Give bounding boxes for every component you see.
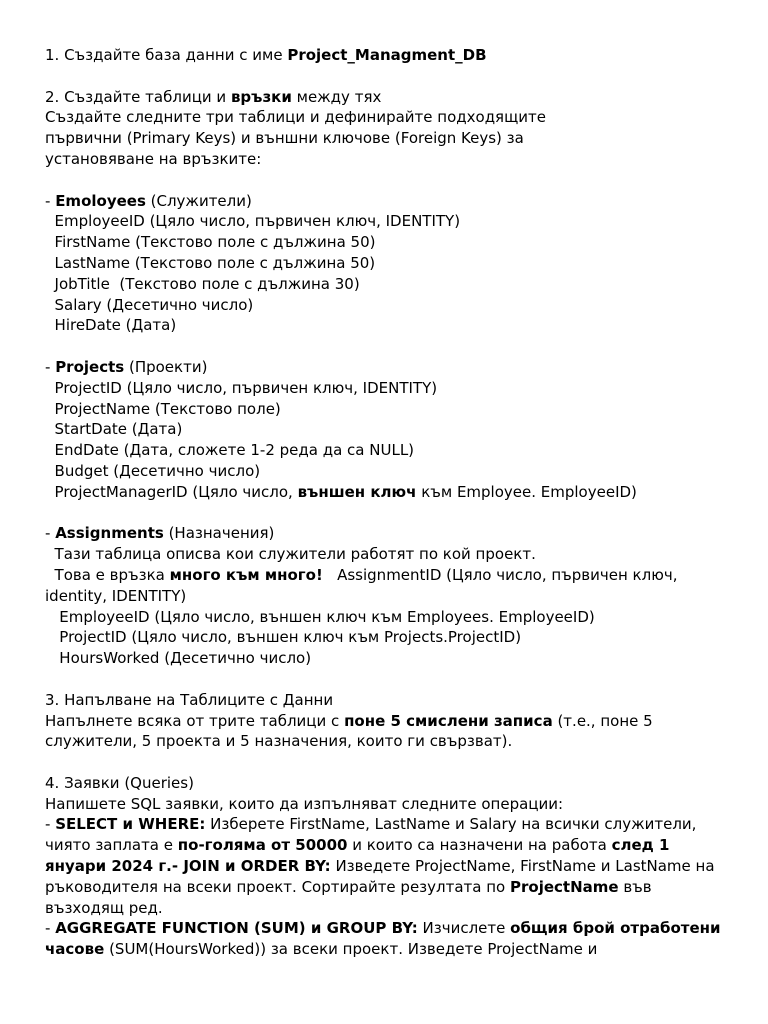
assignments-table-heading [45,523,735,544]
query-1-text: Изведете ProjectName, FirstName и LastName на ръководителя на всеки проект. Сортирайте резултата по [45,857,720,896]
section-1-prefix: 1. Създайте база данни с име [45,46,288,64]
section-4-intro: Напишете SQL заявки, които да изпълняват следните операции: [45,794,564,813]
projects-table-name: Projects [55,357,125,376]
employees-field: HireDate (Дата) [45,316,177,335]
section-2-heading [45,87,735,108]
projects-field: ProjectName (Текстово поле) [45,399,281,418]
section-2-intro-line: Създайте следните три таблици и дефинирайте подходящите [45,108,546,127]
employees-table-heading [45,191,735,212]
list-dash: - [45,524,56,543]
query-1-bold: след 1 януари 2024 г.- JOIN и ORDER BY: [45,836,675,876]
section-2-prefix: 2. Създайте таблици и [45,87,231,106]
assignments-field: EmployeeID (Цяло число, външен ключ към Employees. EmployeeID) [45,607,595,626]
query-1-bold: SELECT и WHERE: [55,815,206,834]
projects-field: StartDate (Дата) [45,420,183,439]
spacer [45,336,735,357]
document-body [45,45,735,960]
query-2-text: Изчислете [417,919,511,938]
relation-suffix: AssignmentID (Цяло число, първичен ключ, identity, IDENTITY) [45,565,683,605]
section-4-heading: 4. Заявки (Queries) [45,773,194,792]
employees-field: LastName (Текстово поле с дължина 50) [45,253,376,272]
section-2-intro-line: установяване на връзките: [45,149,262,168]
employees-field: JobTitle (Текстово поле с дължина 30) [45,274,360,293]
manager-field-prefix: ProjectManagerID (Цяло число, [45,482,298,501]
query-2 [45,918,735,960]
section-2-intro-line: първични (Primary Keys) и външни ключове (Foreign Keys) за [45,129,524,148]
assignments-field: HoursWorked (Десетично число) [45,649,312,668]
relation-prefix: Това е връзка [45,565,170,584]
query-1-bold: ProjectName [510,877,619,896]
employees-field: EmployeeID (Цяло число, първичен ключ, IDENTITY) [45,212,461,231]
employees-table-name: Emoloyees [55,191,146,210]
query-1-bold: по-голяма от 50000 [177,836,348,855]
query-2-bold: общия брой отработени часове [45,919,726,959]
projects-field: ProjectID (Цяло число, първичен ключ, IDENTITY) [45,378,438,397]
spacer [45,752,735,773]
section-3-suffix: (т.е., поне 5 служители, 5 проекта и 5 назначения, които ги свързват). [45,711,658,751]
assignments-field: ProjectID (Цяло число, външен ключ към Projects.ProjectID) [45,628,522,647]
section-3-prefix: Напълнете всяка от трите таблици с [45,711,345,730]
projects-field: Budget (Десетично число) [45,461,261,480]
list-dash: - [45,815,56,834]
section-3-bold: поне 5 смислени записа [344,711,553,730]
employees-field: FirstName (Текстово поле с дължина 50) [45,233,376,252]
assignments-relation [45,565,735,607]
query-2-text: (SUM(HoursWorked)) за всеки проект. Изведете ProjectName и [104,940,598,959]
query-1-text: Изберете FirstName, LastName и Salary на всички служители, чиято заплата е [45,815,702,855]
relation-bold: много към много! [169,565,323,584]
assignments-description: Тази таблица описва кои служители работят по кой проект. [45,545,536,564]
query-1 [45,814,735,918]
list-dash: - [45,919,56,938]
section-1-heading [45,45,735,66]
projects-manager-field [45,482,735,503]
manager-field-suffix: към Employee. EmployeeID) [416,482,637,501]
spacer [45,503,735,524]
list-dash: - [45,357,56,376]
query-1-text: и които са назначени на работа [347,836,612,855]
section-3-text [45,711,735,753]
assignments-table-translation: (Назначения) [163,524,275,543]
manager-field-bold: външен ключ [297,482,417,501]
section-3-heading: 3. Напълване на Таблиците с Данни [45,690,334,709]
spacer [45,66,735,87]
projects-table-translation: (Проекти) [124,357,208,376]
employees-table-translation: (Служители) [145,191,252,210]
section-2-bold: връзки [230,87,292,106]
employees-field: Salary (Десетично число) [45,295,254,314]
assignments-table-name: Assignments [55,524,164,543]
query-2-bold: AGGREGATE FUNCTION (SUM) и GROUP BY: [55,919,418,938]
spacer [45,669,735,690]
database-name: Project_Managment_DB [287,46,487,64]
projects-field: EndDate (Дата, сложете 1-2 реда да са NULL) [45,441,415,460]
list-dash: - [45,191,56,210]
section-2-suffix: между тях [291,87,382,106]
query-1-text: във възходящ ред. [45,877,657,917]
spacer [45,170,735,191]
projects-table-heading [45,357,735,378]
